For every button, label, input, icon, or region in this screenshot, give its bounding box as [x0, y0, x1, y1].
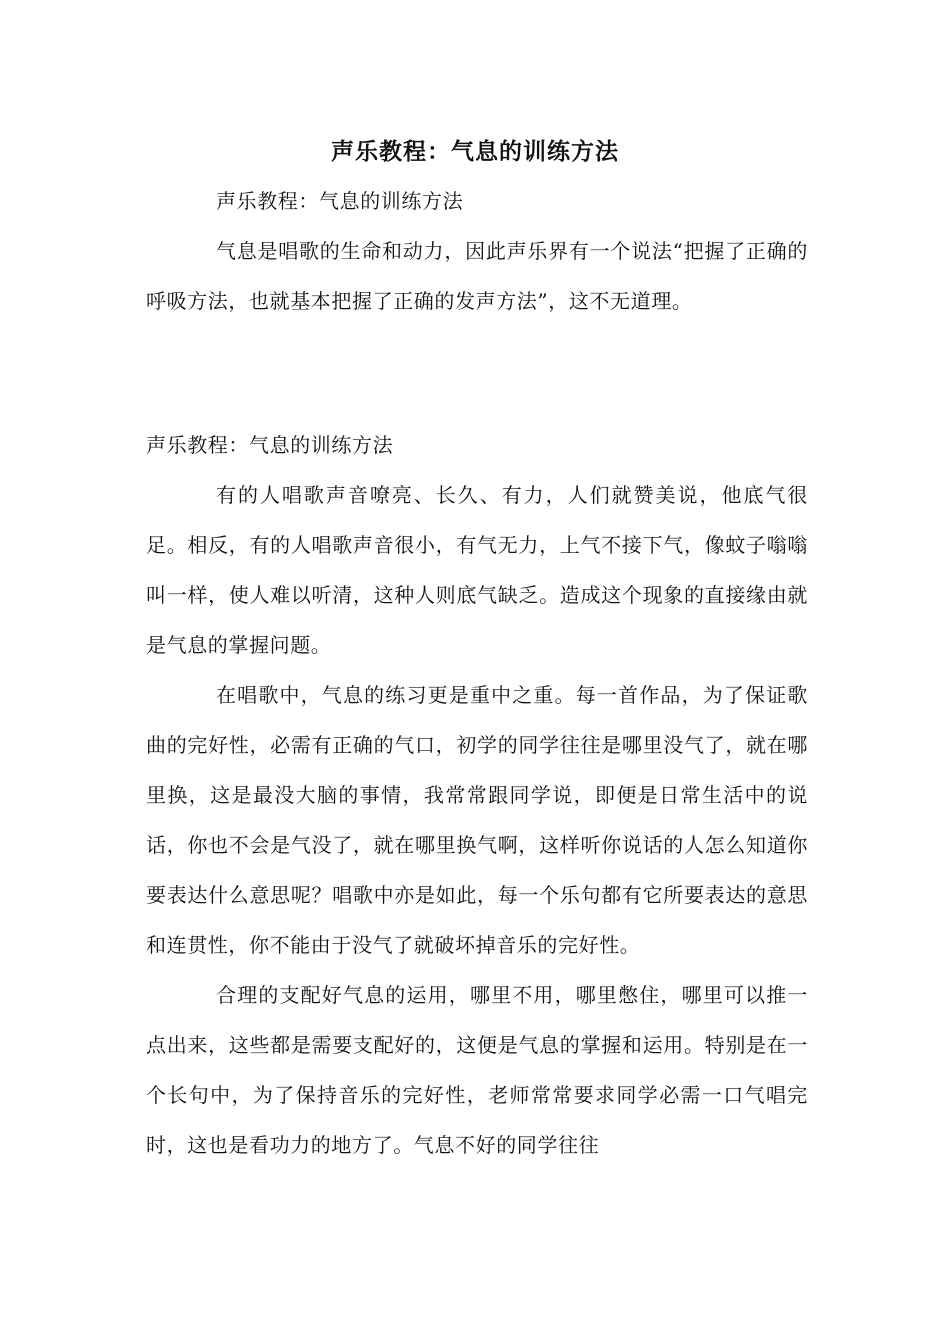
- paragraph-2: 在唱歌中，气息的练习更是重中之重。每一首作品，为了保证歌曲的完好性，必需有正确的气口，初学的同学往往是哪里没气了，就在哪里换，这是最没大脑的事情，我常常跟同学说，即便是日常生活中的说话，你也不会是气没了，就在哪里换气啊，这样听你说话的人怎么知道你要表达什么意思呢？唱歌中亦是如此，每一个乐句都有它所要表达的意思和连贯性，你不能由于没气了就破坏掉音乐的完好性。: [146, 683, 808, 957]
- section-heading: 声乐教程：气息的训练方法: [146, 433, 394, 457]
- intro-subtitle: 声乐教程：气息的训练方法: [216, 189, 464, 213]
- section-main: [146, 420, 808, 1170]
- section-intro: [146, 176, 808, 326]
- document-title: 声乐教程：气息的训练方法: [331, 138, 619, 165]
- paragraph-3: 合理的支配好气息的运用，哪里不用，哪里憋住，哪里可以推一点出来，这些都是需要支配好的，这便是气息的掌握和运用。特别是在一个长句中，为了保持音乐的完好性，老师常常要求同学必需一口气唱完时，这也是看功力的地方了。气息不好的同学往往: [146, 983, 808, 1157]
- intro-paragraph: 气息是唱歌的生命和动力，因此声乐界有一个说法“把握了正确的呼吸方法，也就基本把握了正确的发声方法”，这不无道理。: [146, 239, 808, 313]
- paragraph-1: 有的人唱歌声音嘹亮、长久、有力，人们就赞美说，他底气很足。相反，有的人唱歌声音很小，有气无力，上气不接下气，像蚊子嗡嗡叫一样，使人难以听清，这种人则底气缺乏。造成这个现象的直接缘由就是气息的掌握问题。: [146, 483, 808, 657]
